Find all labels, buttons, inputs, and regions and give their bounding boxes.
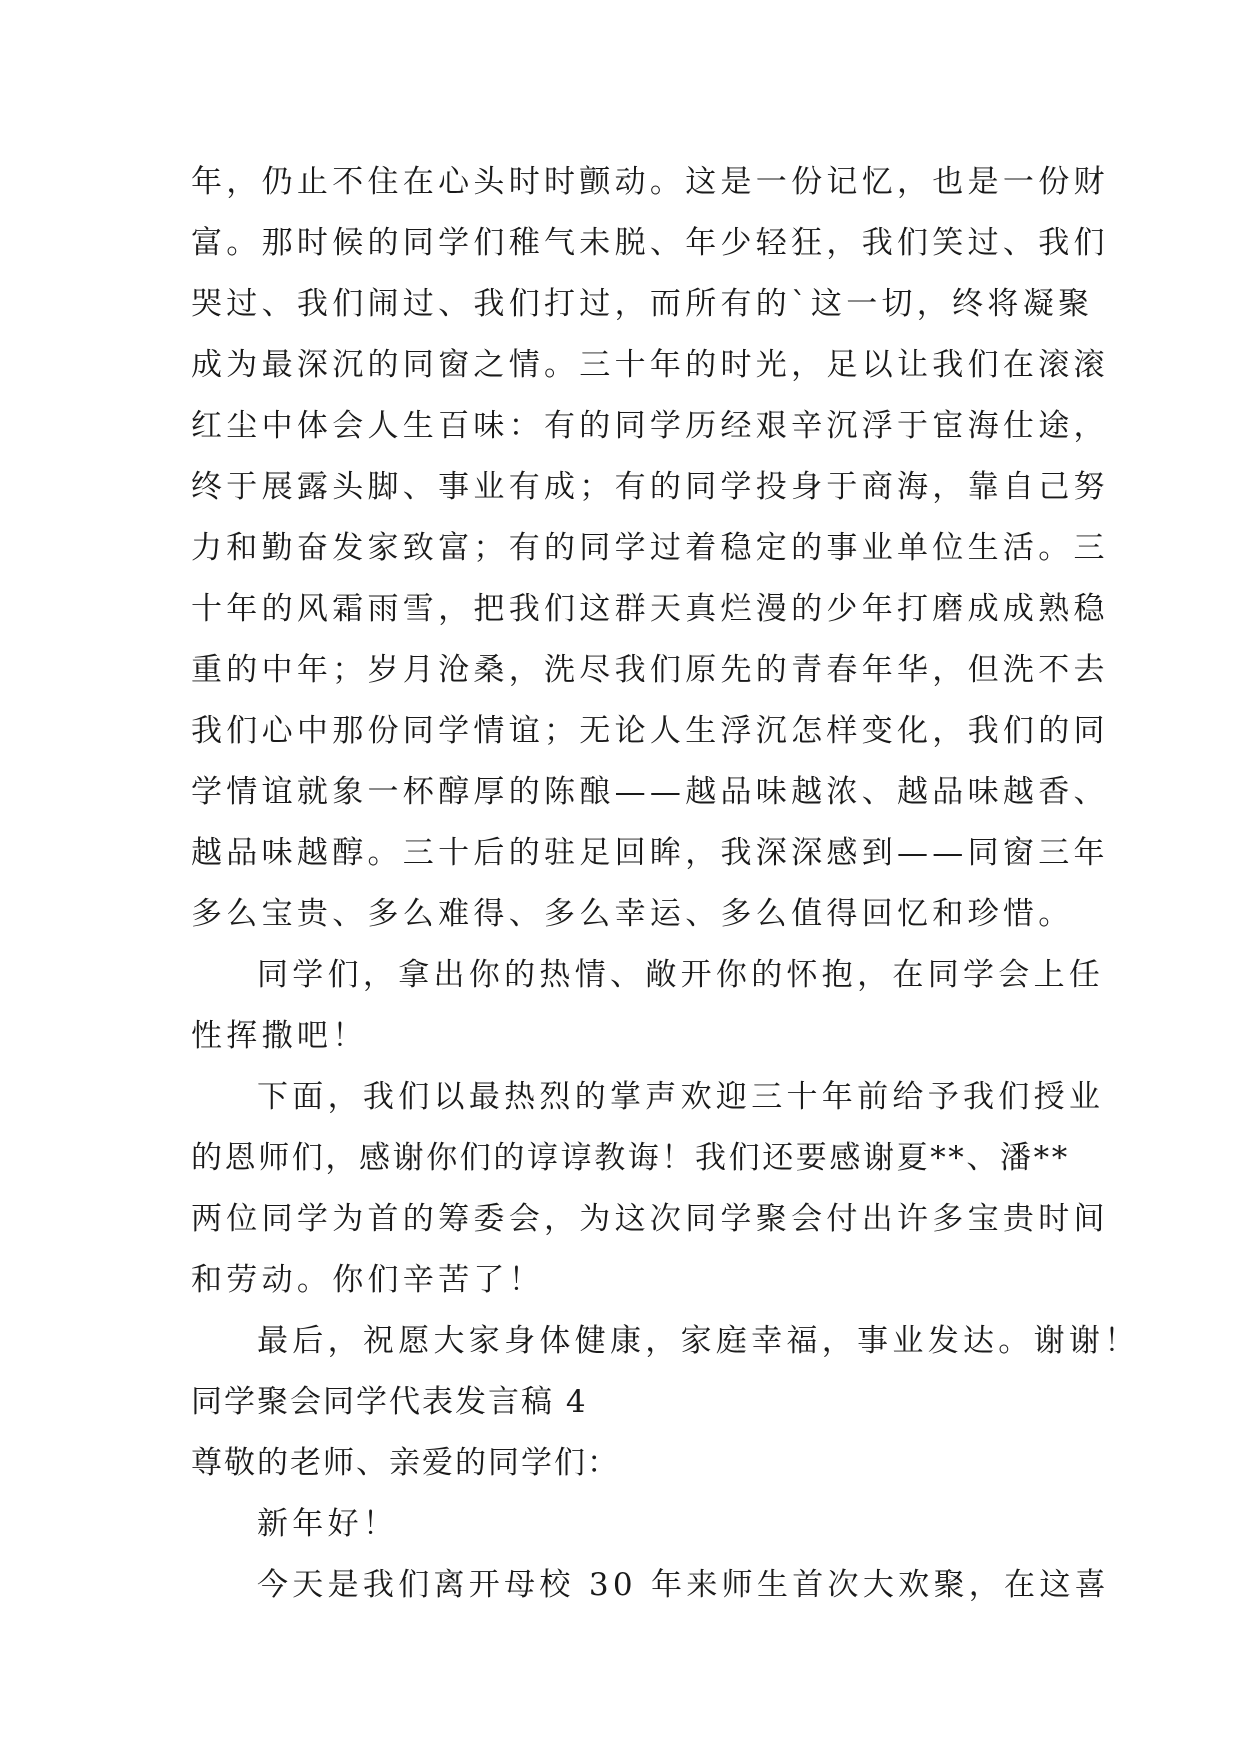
paragraph-line: 年，仍止不住在心头时时颤动。这是一份记忆，也是一份财: [191, 164, 1109, 200]
paragraph-line: 十年的风霜雨雪，把我们这群天真烂漫的少年打磨成成熟稳: [191, 591, 1109, 627]
paragraph-line: 的恩师们，感谢你们的谆谆教诲！我们还要感谢夏**、潘**: [191, 1140, 1070, 1176]
paragraph-line: 学情谊就象一杯醇厚的陈酿——越品味越浓、越品味越香、: [191, 774, 1109, 810]
paragraph-line: 多么宝贵、多么难得、多么幸运、多么值得回忆和珍惜。: [191, 896, 1074, 932]
paragraph-line: 哭过、我们闹过、我们打过，而所有的`这一切，终将凝聚: [191, 286, 1094, 322]
paragraph-line: 下面，我们以最热烈的掌声欢迎三十年前给予我们授业: [257, 1079, 1105, 1115]
paragraph-line: 越品味越醇。三十后的驻足回眸，我深深感到——同窗三年: [191, 835, 1109, 871]
paragraph-line: 最后，祝愿大家身体健康，家庭幸福，事业发达。谢谢！: [257, 1323, 1140, 1359]
paragraph-line: 今天是我们离开母校 30 年来师生首次大欢聚，在这喜: [257, 1567, 1110, 1603]
document-body: [191, 152, 1140, 1616]
paragraph-line: 和劳动。你们辛苦了！: [191, 1262, 544, 1298]
paragraph-line: 力和勤奋发家致富；有的同学过着稳定的事业单位生活。三: [191, 530, 1109, 566]
paragraph-line: 重的中年；岁月沧桑，洗尽我们原先的青春年华，但洗不去: [191, 652, 1109, 688]
paragraph-line: 红尘中体会人生百味：有的同学历经艰辛沉浮于宦海仕途，: [191, 408, 1109, 444]
paragraph-line: 两位同学为首的筹委会，为这次同学聚会付出许多宝贵时间: [191, 1201, 1109, 1237]
paragraph-line: 富。那时候的同学们稚气未脱、年少轻狂，我们笑过、我们: [191, 225, 1109, 261]
paragraph-line: 性挥撒吧！: [191, 1018, 368, 1054]
section-heading: 同学聚会同学代表发言稿 4: [191, 1384, 588, 1420]
paragraph-line: 成为最深沉的同窗之情。三十年的时光，足以让我们在滚滚: [191, 347, 1109, 383]
paragraph-line: 终于展露头脚、事业有成；有的同学投身于商海，靠自己努: [191, 469, 1109, 505]
paragraph-line: 我们心中那份同学情谊；无论人生浮沉怎样变化，我们的同: [191, 713, 1109, 749]
paragraph-line: 同学们，拿出你的热情、敞开你的怀抱，在同学会上任: [257, 957, 1105, 993]
salutation: 尊敬的老师、亲爱的同学们：: [191, 1445, 620, 1481]
greeting: 新年好！: [257, 1506, 399, 1542]
